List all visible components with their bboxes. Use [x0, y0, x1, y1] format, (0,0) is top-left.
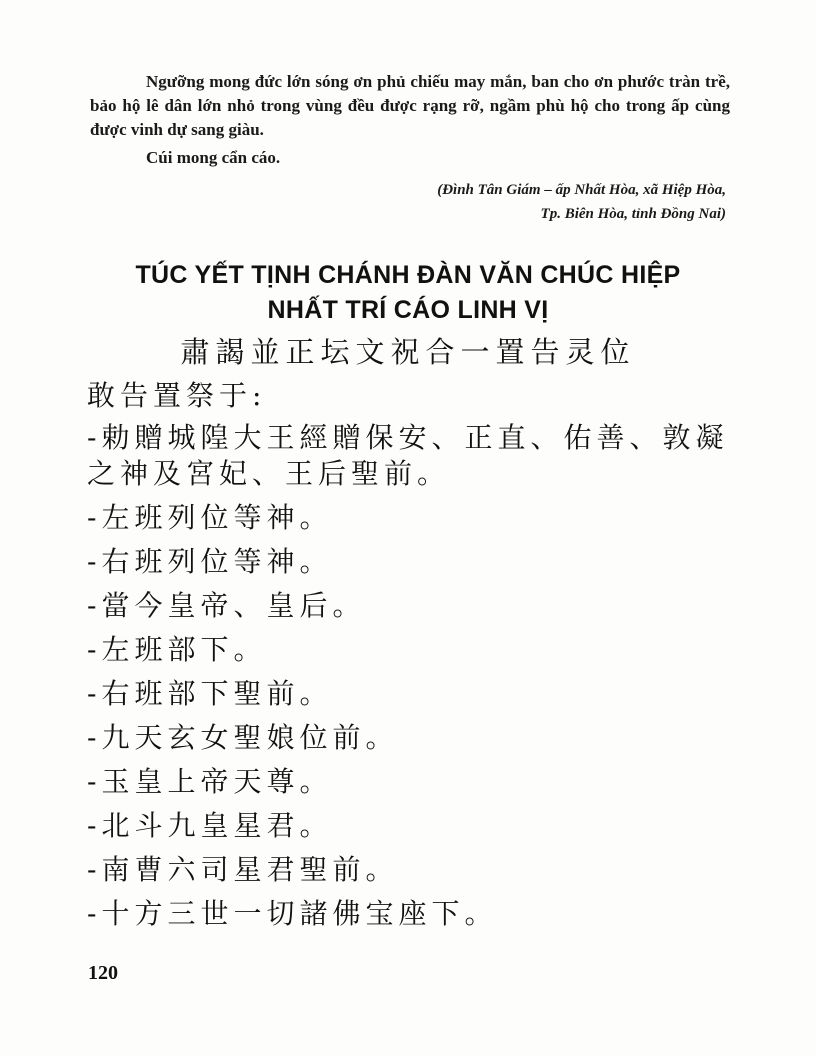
han-line: -當今皇帝、皇后。	[87, 589, 366, 622]
han-line: -右班列位等神。	[87, 545, 333, 578]
han-line: -十方三世一切諸佛宝座下。	[87, 897, 498, 930]
han-line: 之神及宮妃、王后聖前。	[87, 457, 451, 490]
han-line: -玉皇上帝天尊。	[87, 765, 333, 798]
intro-closing: Cúi mong cẩn cáo.	[146, 148, 281, 167]
han-line: -右班部下聖前。	[87, 677, 333, 710]
han-line: -勅贈城隍大王經贈保安、正直、佑善、敦凝	[87, 421, 729, 454]
section-title-line-1: TÚC YẾT TỊNH CHÁNH ĐÀN VĂN CHÚC HIỆP	[135, 261, 681, 289]
page-number: 120	[88, 962, 118, 984]
source-line-2: Tp. Biên Hòa, tỉnh Đồng Nai)	[540, 206, 726, 222]
han-nom-title: 肅謁並正坛文祝合一置告灵位	[180, 335, 636, 369]
han-line: -左班部下。	[87, 633, 267, 666]
han-line: 敢告置祭于:	[87, 379, 267, 412]
han-line: -北斗九皇星君。	[87, 809, 333, 842]
han-line: -南曹六司星君聖前。	[87, 853, 399, 886]
intro-paragraph: Ngưỡng mong đức lớn sóng ơn phủ chiếu may mắn, ban cho ơn phước tràn trề, bảo hộ lê dân lớn nhỏ trong vùng đều được rạng rỡ, ngầm phù hộ cho trong ấp cùng được vinh dự sang giàu.	[90, 72, 730, 139]
source-citation	[306, 178, 726, 226]
intro-section	[90, 70, 730, 170]
han-line: -左班列位等神。	[87, 501, 333, 534]
section-title	[60, 258, 756, 328]
source-line-1: (Đình Tân Giám – ấp Nhất Hòa, xã Hiệp Hòa,	[437, 182, 726, 198]
section-title-line-2: NHẤT TRÍ CÁO LINH VỊ	[267, 296, 549, 324]
han-nom-text	[87, 378, 747, 932]
han-line: -九天玄女聖娘位前。	[87, 721, 399, 754]
